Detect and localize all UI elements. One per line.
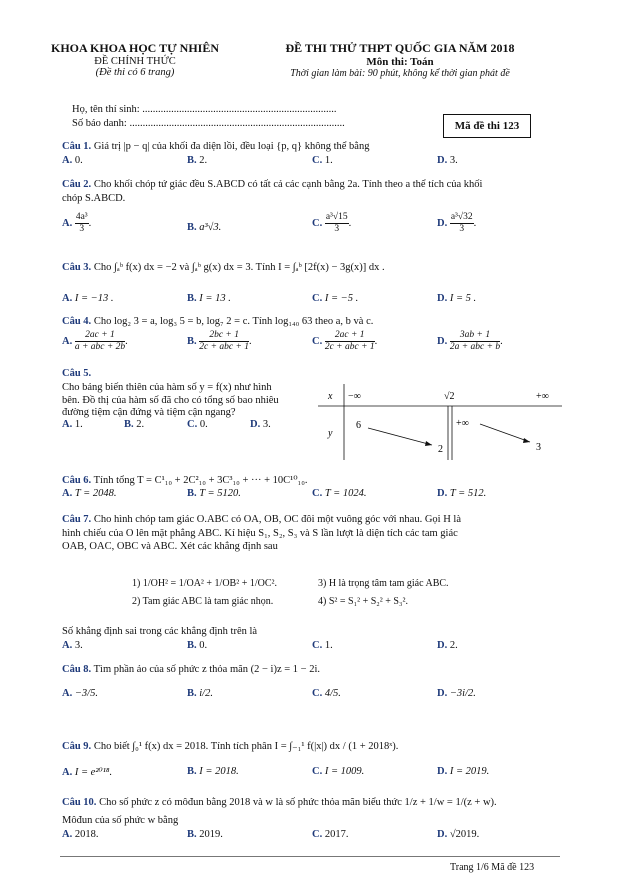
q4-b-num: 2bc + 1: [199, 330, 249, 342]
official-label: ĐỀ CHÍNH THỨC: [94, 56, 176, 67]
student-id-field: Số báo danh: ..................................................................................: [72, 118, 345, 129]
q7-options: [62, 640, 562, 654]
q4-a-den: a + abc + 2b: [74, 342, 126, 352]
time-note: Thời gian làm bài: 90 phút, không kể thời gian phát đề: [290, 68, 510, 79]
variation-table: [318, 384, 562, 460]
q5-option-b: 2.: [136, 419, 145, 430]
question-4: [62, 316, 373, 327]
header-right: [240, 41, 560, 79]
q4-c-num: 2ac + 1: [325, 330, 375, 342]
q6-option-c: T = 1024.: [324, 488, 367, 499]
q8-option-b: i/2.: [199, 688, 213, 699]
option-label: D.: [437, 155, 448, 166]
q3-options: [62, 293, 562, 307]
q9-option-b: I = 2018.: [199, 766, 239, 777]
q6-option-a: T = 2048.: [74, 488, 117, 499]
option-label: C.: [312, 155, 323, 166]
q2-a-num: 4a³: [75, 212, 88, 222]
q8-option-a: −3/5.: [74, 688, 98, 699]
q1-options: [62, 155, 562, 169]
q10-option-d: √2019.: [449, 829, 480, 840]
q5-line2: bên. Đồ thị của hàm số đã cho có tổng số bao nhiêu: [62, 394, 279, 406]
q10-option-b: 2019.: [199, 829, 223, 840]
q9-option-c: I = 1009.: [324, 766, 365, 777]
question-number: Câu 1.: [62, 141, 92, 152]
question-text: Tìm phần ảo của số phức z thỏa mãn (2 − i)z = 1 − 2i.: [93, 664, 321, 675]
q3-option-d: I = 5 .: [449, 293, 477, 304]
q7-option-b: 0.: [199, 640, 208, 651]
q6-option-b: T = 5120.: [199, 488, 241, 499]
option-label: A.: [62, 829, 73, 840]
option-label: B.: [187, 293, 197, 304]
var-sqrt2: √2: [444, 391, 455, 402]
q2-d-num: a³√32: [450, 212, 473, 222]
q5-option-c: 0.: [199, 419, 208, 430]
var-val-6: 6: [356, 420, 361, 431]
question-number: Câu 6.: [62, 475, 92, 486]
footer-divider: [60, 856, 560, 857]
q7-line3: OAB, OAC, OBC và ABC. Xét các khẳng định sau: [62, 541, 278, 552]
question-number: Câu 5.: [62, 368, 92, 379]
option-label: D.: [437, 688, 448, 699]
option-label: C.: [187, 419, 198, 430]
question-number: Câu 10.: [62, 797, 97, 808]
q1-option-d: 3.: [449, 155, 458, 166]
option-label: B.: [187, 766, 197, 777]
question-3: [62, 262, 385, 273]
var-x-label: x: [328, 391, 333, 402]
question-10-line2: Môđun của số phức w bằng: [62, 815, 179, 826]
question-9: [62, 740, 398, 752]
q9-options: [62, 766, 562, 780]
q8-option-c: 4/5.: [324, 688, 341, 699]
q7-line1: Cho hình chóp tam giác O.ABC có OA, OB, OC đôi một vuông góc với nhau. Gọi H là: [93, 514, 461, 525]
option-label: A.: [62, 335, 73, 347]
question-text: Cho log₂ 3 = a, log₃ 5 = b, log₇ 2 = c. Tính log₁₄₀ 63 theo a, b và c.: [93, 316, 374, 327]
question-number: Câu 2.: [62, 179, 92, 190]
question-5-text: [62, 382, 279, 420]
option-label: A.: [62, 640, 73, 651]
q6-option-d: T = 512.: [449, 488, 487, 499]
question-text: Giá trị |p − q| của khối đa diện lồi, đều loại {p, q} không thể bằng: [93, 141, 370, 152]
option-label: B.: [187, 488, 197, 499]
question-10: [62, 797, 567, 808]
q3-option-b: I = 13 .: [199, 293, 231, 304]
q8-options: [62, 688, 562, 702]
q2-option-b: a³√3.: [199, 222, 222, 233]
q9-option-a: I = e²⁰¹⁸.: [74, 767, 113, 778]
question-8: [62, 664, 320, 675]
option-label: D.: [437, 335, 448, 347]
q4-d-num: 3ab + 1: [450, 330, 500, 342]
q2-a-den: 3: [79, 224, 85, 234]
question-number: Câu 8.: [62, 664, 92, 675]
q2-c-num: a³√15: [325, 212, 348, 222]
q7-statement-1: 1) 1/OH² = 1/OA² + 1/OB² + 1/OC².: [132, 578, 278, 589]
header-left: [30, 41, 240, 78]
q7-statement-2: 2) Tam giác ABC là tam giác nhọn.: [132, 596, 274, 607]
var-val-2: 2: [438, 444, 443, 455]
q6-options: [62, 488, 562, 502]
q8-option-d: −3i/2.: [449, 688, 476, 699]
q3-option-a: I = −13 .: [74, 293, 114, 304]
question-1: [62, 141, 369, 152]
option-label: C.: [312, 335, 323, 347]
option-label: D.: [437, 829, 448, 840]
q5-line3: đường tiệm cận đứng và tiệm cận ngang?: [62, 407, 236, 418]
option-label: B.: [187, 155, 197, 166]
option-label: B.: [187, 222, 197, 233]
question-number: Câu 4.: [62, 316, 92, 327]
option-label: D.: [437, 640, 448, 651]
q7-statement-3: 3) H là trọng tâm tam giác ABC.: [318, 578, 449, 589]
question-5-number: [62, 368, 91, 379]
option-label: A.: [62, 488, 73, 499]
var-arrow-down-2: [480, 424, 530, 442]
student-name-field: Họ, tên thí sinh: ..........................................................................: [72, 104, 337, 115]
q7-option-c: 1.: [324, 640, 333, 651]
option-label: D.: [250, 419, 261, 430]
var-val-3: 3: [536, 442, 541, 453]
option-label: A.: [62, 155, 73, 166]
var-arrow-down: [368, 428, 432, 445]
q1-option-b: 2.: [199, 155, 208, 166]
q5-option-a: 1.: [74, 419, 83, 430]
question-2-line2: chóp S.ABCD.: [62, 193, 126, 204]
option-label: B.: [187, 335, 197, 347]
q7-statement-4: 4) S² = S₁² + S₂² + S₃².: [318, 596, 408, 607]
option-label: B.: [187, 688, 197, 699]
option-label: A.: [62, 217, 73, 229]
option-label: C.: [312, 640, 323, 651]
question-7: [62, 513, 567, 554]
q4-d-den: 2a + abc + b: [449, 342, 501, 352]
q1-option-a: 0.: [74, 155, 83, 166]
option-label: A.: [62, 688, 73, 699]
q7-line2: hình chiếu của O lên mặt phẳng ABC. Kí hiệu S₁, S₂, S₃ và S lần lượt là diện tích các tam giác: [62, 527, 458, 539]
subject: Môn thi: Toán: [366, 56, 434, 68]
q4-b-den: 2c + abc + 1: [199, 342, 250, 352]
q10-options: [62, 829, 562, 843]
option-label: D.: [437, 766, 448, 777]
question-text: Cho số phức z có môđun bằng 2018 và w là số phức thỏa mãn biểu thức 1/z + 1/w = 1/(z + w).: [99, 797, 497, 808]
question-number: Câu 7.: [62, 514, 92, 525]
option-label: A.: [62, 419, 73, 430]
q2-options: A. $\frac{\text{4a³}}{3}$ . B. a³√3. C. $\frac{\text{a³√15}}{3}$ . D. $\frac{\text{a³√32}}{3}$ .: [62, 212, 477, 234]
q5-line1: Cho bảng biến thiên của hàm số y = f(x) như hình: [62, 382, 272, 393]
q4-a-num: 2ac + 1: [75, 330, 125, 342]
option-label: C.: [312, 766, 323, 777]
option-label: C.: [312, 488, 323, 499]
q1-option-c: 1.: [324, 155, 333, 166]
exam-code-box: Mã đề thi 123: [443, 114, 531, 138]
option-label: C.: [312, 688, 323, 699]
question-number: Câu 9.: [62, 741, 92, 752]
q10-option-c: 2017.: [324, 829, 349, 840]
option-label: C.: [312, 829, 323, 840]
q7-option-d: 2.: [449, 640, 458, 651]
question-text: Cho ∫ₐᵇ f(x) dx = −2 và ∫ₐᵇ g(x) dx = 3. Tính I = ∫ₐᵇ [2f(x) − 3g(x)] dx .: [93, 262, 385, 273]
var-pos-inf: +∞: [536, 391, 549, 402]
option-label: B.: [187, 829, 197, 840]
q7-option-a: 3.: [74, 640, 83, 651]
question-text: Cho biết ∫₀¹ f(x) dx = 2018. Tính tích phân I = ∫₋₁¹ f(|x|) dx / (1 + 2018ˣ).: [93, 741, 399, 752]
option-label: C.: [312, 217, 323, 229]
question-6: [62, 474, 307, 486]
var-y-label: y: [328, 428, 333, 439]
q3-option-c: I = −5 .: [324, 293, 359, 304]
option-label: D.: [437, 488, 448, 499]
q2-c-den: 3: [334, 224, 340, 234]
question-text: Cho khối chóp tứ giác đều S.ABCD có tất cả các cạnh bằng 2a. Tính theo a thể tích của khối: [93, 179, 483, 190]
school-name: KHOA KHOA HỌC TỰ NHIÊN: [50, 41, 220, 55]
option-label: B.: [124, 419, 134, 430]
var-neg-inf: −∞: [348, 391, 361, 402]
exam-title: ĐỀ THI THỬ THPT QUỐC GIA NĂM 2018: [285, 41, 515, 55]
question-2: [62, 179, 567, 190]
option-label: A.: [62, 293, 73, 304]
q4-options: A. $\frac{2ac + 1}{\text{a + abc + 2b}}$ . B. $\frac{2bc + 1}{\text{2c + abc + 1}}$ . C. $\frac{2ac + 1}{\text{2c + abc + 1}}$ . D. $\frac{3ab + 1}{\text{2a + abc + b}}$ .: [62, 330, 503, 352]
question-text: Tính tổng T = C¹₁₀ + 2C²₁₀ + 3C³₁₀ + ··· + 10C¹⁰₁₀.: [93, 475, 308, 486]
page-footer: Trang 1/6 Mã đề 123: [450, 862, 535, 873]
q10-option-a: 2018.: [74, 829, 99, 840]
q9-option-d: I = 2019.: [449, 766, 490, 777]
q7-ask: Số khẳng định sai trong các khẳng định trên là: [62, 626, 258, 637]
option-label: C.: [312, 293, 323, 304]
var-val-pos-inf: +∞: [456, 418, 469, 429]
q5-option-d: 3.: [262, 419, 271, 430]
option-label: B.: [187, 640, 197, 651]
q4-c-den: 2c + abc + 1: [324, 342, 375, 352]
page-count: (Đề thi có 6 trang): [95, 67, 175, 78]
q5-options: [62, 419, 312, 433]
question-number: Câu 3.: [62, 262, 92, 273]
option-label: A.: [62, 767, 73, 778]
q2-d-den: 3: [459, 224, 465, 234]
option-label: D.: [437, 217, 448, 229]
option-label: D.: [437, 293, 448, 304]
